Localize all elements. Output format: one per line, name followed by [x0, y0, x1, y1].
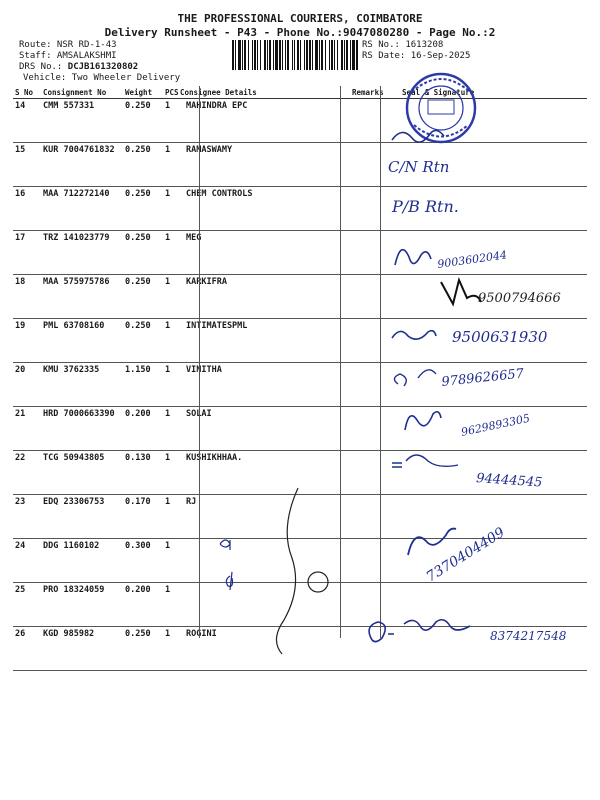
cell-weight: 0.300 — [123, 539, 163, 583]
handwritten-phone: 9629893305 — [459, 411, 532, 439]
cell-weight: 0.250 — [123, 319, 163, 363]
col-sign: Seal & Signature — [380, 86, 587, 99]
cell-sign — [380, 627, 587, 671]
cell-pcs: 1 — [163, 319, 178, 363]
cell-sign — [380, 583, 587, 627]
table-row — [13, 627, 587, 671]
cell-pcs: 1 — [163, 495, 178, 539]
cell-consignment: HRD 7000663390 — [41, 407, 123, 451]
column-divider — [199, 86, 200, 638]
cell-sign — [380, 539, 587, 583]
cell-consignment: CMM 557331 — [41, 99, 123, 143]
cell-pcs: 1 — [163, 187, 178, 231]
cell-consignee: VINITHA — [178, 363, 350, 407]
table-row — [13, 187, 587, 231]
cell-pcs: 1 — [163, 539, 178, 583]
col-consignee: Consignee Details — [178, 86, 350, 99]
cell-consignee: KUSHIKHHAA. — [178, 451, 350, 495]
cell-weight: 0.250 — [123, 143, 163, 187]
table-row — [13, 231, 587, 275]
cell-remarks — [350, 495, 380, 539]
cell-weight: 0.170 — [123, 495, 163, 539]
cell-pcs: 1 — [163, 275, 178, 319]
cell-pcs: 1 — [163, 99, 178, 143]
cell-sno: 18 — [13, 275, 41, 319]
cell-consignee: MEG — [178, 231, 350, 275]
drs-number — [19, 62, 138, 73]
cell-consignment: TCG 50943805 — [41, 451, 123, 495]
cell-pcs: 1 — [163, 407, 178, 451]
cell-sno: 22 — [13, 451, 41, 495]
cell-sign — [380, 495, 587, 539]
cell-sign — [380, 231, 587, 275]
cell-sno: 17 — [13, 231, 41, 275]
cell-remarks — [350, 143, 380, 187]
table-row — [13, 451, 587, 495]
cell-consignment: MAA 712272140 — [41, 187, 123, 231]
route-label: Route: NSR RD-1-43 — [19, 40, 117, 50]
cell-consignee: CHEM CONTROLS — [178, 187, 350, 231]
handwritten-phone: 9003602044 — [436, 248, 508, 271]
cell-remarks — [350, 187, 380, 231]
cell-consignment: DDG 1160102 — [41, 539, 123, 583]
cell-weight: 0.200 — [123, 583, 163, 627]
cell-consignee: MAHINDRA EPC — [178, 99, 350, 143]
drs-value: DCJB161320802 — [67, 62, 139, 72]
cell-sno: 21 — [13, 407, 41, 451]
table-row — [13, 319, 587, 363]
cell-remarks — [350, 627, 380, 671]
column-divider — [380, 86, 381, 638]
handwritten-phone: 9789626657 — [440, 366, 525, 390]
runsheet-subtitle: Delivery Runsheet - P43 - Phone No.:9047080280 - Page No.:2 — [104, 26, 496, 39]
cell-sign — [380, 363, 587, 407]
cell-consignee — [178, 539, 350, 583]
col-pcs: PCS — [165, 87, 179, 97]
cell-weight: 0.250 — [123, 187, 163, 231]
cell-remarks — [350, 99, 380, 143]
cell-consignment: KMU 3762335 — [41, 363, 123, 407]
drs-label: DRS No.: — [19, 62, 63, 72]
cell-sno: 23 — [13, 495, 41, 539]
cell-sno: 16 — [13, 187, 41, 231]
cell-remarks — [350, 319, 380, 363]
cell-consignee: ROGINI — [178, 627, 350, 671]
cell-sign — [380, 407, 587, 451]
cell-consignee: RAMASWAMY — [178, 143, 350, 187]
table-row — [13, 583, 587, 627]
handwritten-phone: 9500631930 — [452, 328, 548, 346]
cell-weight: 0.250 — [123, 99, 163, 143]
cell-weight: 0.250 — [123, 275, 163, 319]
cell-sno: 24 — [13, 539, 41, 583]
cell-pcs: 1 — [163, 627, 178, 671]
cell-pcs: 1 — [163, 583, 178, 627]
col-sno: S No — [13, 86, 41, 99]
cell-sno: 14 — [13, 99, 41, 143]
handwritten-phone: 94444545 — [475, 471, 543, 491]
barcode-icon — [232, 40, 358, 70]
cell-consignment: KUR 7004761832 — [41, 143, 123, 187]
rs-date: RS Date: 16-Sep-2025 — [362, 51, 471, 61]
cell-weight: 0.130 — [123, 451, 163, 495]
cell-sign — [380, 275, 587, 319]
cell-consignment: PRO 18324059 — [41, 583, 123, 627]
cell-sign — [380, 187, 587, 231]
cell-consignee: RJ — [178, 495, 350, 539]
cell-sign — [380, 143, 587, 187]
cell-consignee: INTIMATESPML — [178, 319, 350, 363]
cell-sno: 20 — [13, 363, 41, 407]
cell-consignee: KARKIFRA — [178, 275, 350, 319]
cell-sign — [380, 99, 587, 143]
handwritten-phone: 8374217548 — [490, 629, 567, 643]
cell-consignment: KGD 985982 — [41, 627, 123, 671]
cell-weight: 0.200 — [123, 407, 163, 451]
table-row — [13, 143, 587, 187]
table-row — [13, 99, 587, 143]
cell-remarks — [350, 363, 380, 407]
rs-number: RS No.: 1613208 — [362, 40, 444, 50]
cell-weight: 1.150 — [123, 363, 163, 407]
handwritten-note: P/B Rtn. — [392, 197, 459, 216]
cell-consignment: PML 63708160 — [41, 319, 123, 363]
vehicle-label: Vehicle: Two Wheeler Delivery — [23, 73, 181, 83]
table-header-row — [13, 86, 587, 99]
col-remarks: Remarks — [352, 87, 384, 97]
cell-sign — [380, 451, 587, 495]
column-divider — [340, 86, 341, 638]
cell-weight: 0.250 — [123, 627, 163, 671]
cell-sno: 15 — [13, 143, 41, 187]
table-row — [13, 363, 587, 407]
cell-remarks — [350, 539, 380, 583]
cell-pcs: 1 — [163, 143, 178, 187]
table-row — [13, 407, 587, 451]
handwritten-note: C/N Rtn — [388, 158, 450, 176]
cell-remarks — [350, 451, 380, 495]
col-consignment: Consignment No — [41, 86, 123, 99]
cell-consignment: TRZ 141023779 — [41, 231, 123, 275]
col-weight: Weight — [123, 86, 163, 99]
handwritten-phone: 9500794666 — [478, 291, 561, 306]
table-row — [13, 275, 587, 319]
cell-weight: 0.250 — [123, 231, 163, 275]
cell-remarks — [350, 583, 380, 627]
cell-sno: 25 — [13, 583, 41, 627]
table-row — [13, 495, 587, 539]
cell-sno: 19 — [13, 319, 41, 363]
cell-remarks — [350, 231, 380, 275]
cell-consignment: MAA 575975786 — [41, 275, 123, 319]
company-title: THE PROFESSIONAL COURIERS, COIMBATORE — [177, 12, 423, 25]
cell-consignee: SOLAI — [178, 407, 350, 451]
cell-sno: 26 — [13, 627, 41, 671]
runsheet-table — [13, 86, 587, 671]
cell-sign — [380, 319, 587, 363]
handwritten-phone: 7370404409 — [423, 524, 508, 586]
cell-pcs: 1 — [163, 451, 178, 495]
staff-label: Staff: AMSALAKSHMI — [19, 51, 117, 61]
cell-remarks — [350, 407, 380, 451]
cell-pcs: 1 — [163, 363, 178, 407]
cell-remarks — [350, 275, 380, 319]
cell-consignee — [178, 583, 350, 627]
cell-consignment: EDQ 23306753 — [41, 495, 123, 539]
cell-pcs: 1 — [163, 231, 178, 275]
table-row — [13, 539, 587, 583]
